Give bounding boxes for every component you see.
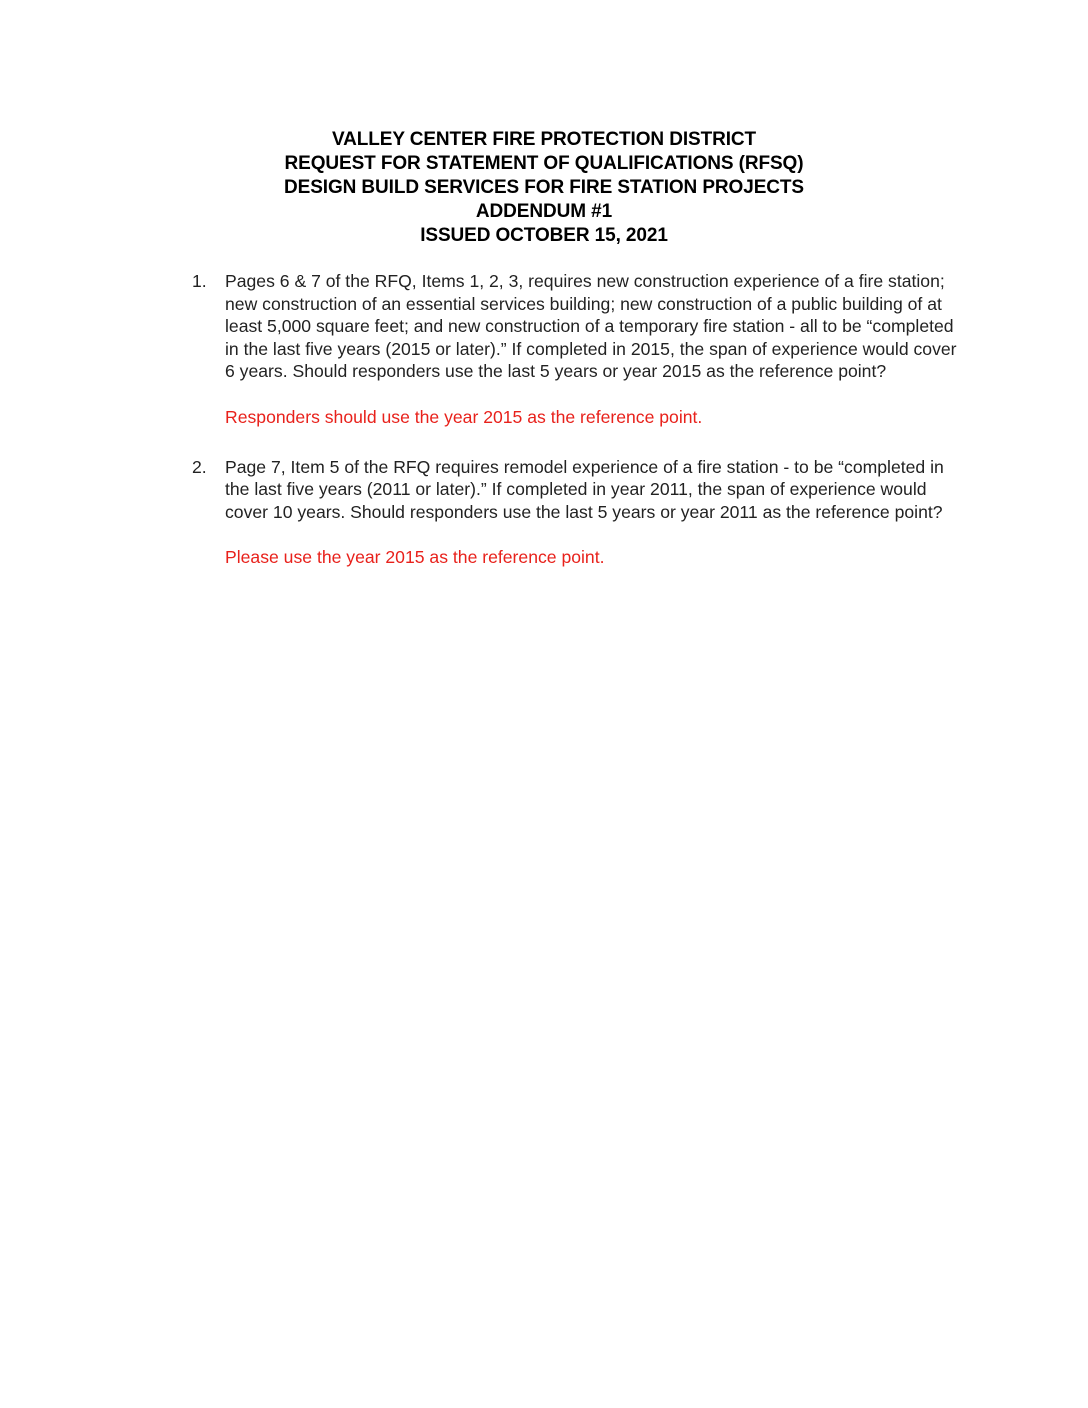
qa-list [192, 270, 962, 569]
item-number: 1. [192, 271, 207, 291]
item-question: Page 7, Item 5 of the RFQ requires remodel experience of a fire station - to be “completed in the last five years (2011 or later).” If completed in year 2011, the span of experience would cover 10 years. Should responders use the last 5 years or year 2011 as the reference point? [225, 456, 944, 522]
header-services-title: DESIGN BUILD SERVICES FOR FIRE STATION PROJECTS [284, 177, 804, 198]
qa-item [192, 270, 962, 429]
item-answer: Please use the year 2015 as the reference point. [225, 547, 605, 568]
qa-item [192, 456, 962, 569]
item-number: 2. [192, 456, 207, 477]
header-addendum: ADDENDUM #1 [475, 201, 613, 222]
item-question: Pages 6 & 7 of the RFQ, Items 1, 2, 3, requires new construction experience of a fire station; new construction of an essential services building; new construction of a public building of at least 5,000 square feet; and new construction of a temporary fire station - all to be “completed in the last five years (2015 or later).” If completed in 2015, the span of experience would cover 6 years. Should responders use the last 5 years or year 2015 as the reference point? [225, 271, 957, 382]
header-issue-date: ISSUED OCTOBER 15, 2021 [420, 225, 668, 246]
item-answer: Responders should use the year 2015 as the reference point. [225, 406, 703, 427]
document-header [0, 128, 1088, 248]
header-request-title: REQUEST FOR STATEMENT OF QUALIFICATIONS (RFSQ) [284, 153, 804, 174]
header-district-name: VALLEY CENTER FIRE PROTECTION DISTRICT [331, 129, 757, 150]
